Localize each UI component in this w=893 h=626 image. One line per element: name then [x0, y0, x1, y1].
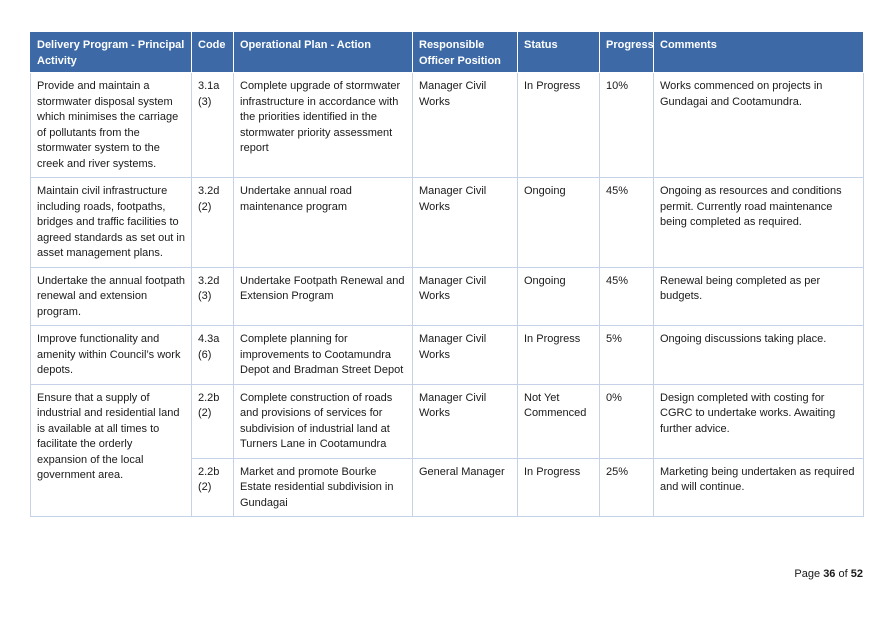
page-of-label: of [838, 568, 848, 580]
cell-action: Complete construction of roads and provisions of services for subdivision of industrial land at Turners Lane in Cootamundra [234, 384, 413, 458]
table-row [31, 178, 864, 268]
page-number: 36 [823, 568, 836, 580]
page-label: Page [794, 568, 821, 580]
operational-plan-table [30, 31, 864, 517]
cell-activity: Provide and maintain a stormwater disposal system which minimises the carriage of pollutants from the stormwater system to the creek and river systems. [31, 73, 192, 178]
cell-action: Complete planning for improvements to Cootamundra Depot and Bradman Street Depot [234, 326, 413, 385]
header-code: Code [192, 32, 234, 73]
cell-comments: Works commenced on projects in Gundagai and Cootamundra. [654, 73, 864, 178]
page-total: 52 [850, 568, 863, 580]
cell-status: In Progress [518, 73, 600, 178]
cell-comments: Marketing being undertaken as required and will continue. [654, 458, 864, 517]
table-header-row [31, 32, 864, 73]
cell-status: In Progress [518, 326, 600, 385]
header-activity: Delivery Program - Principal Activity [31, 32, 192, 73]
cell-comments: Ongoing discussions taking place. [654, 326, 864, 385]
table-row [31, 326, 864, 385]
table-row [31, 267, 864, 326]
cell-action: Undertake Footpath Renewal and Extension Program [234, 267, 413, 326]
header-status: Status [518, 32, 600, 73]
cell-status: Ongoing [518, 267, 600, 326]
cell-officer: Manager Civil Works [413, 326, 518, 385]
cell-action: Market and promote Bourke Estate residential subdivision in Gundagai [234, 458, 413, 517]
header-action: Operational Plan - Action [234, 32, 413, 73]
cell-code: 3.1a (3) [192, 73, 234, 178]
cell-officer: Manager Civil Works [413, 73, 518, 178]
page-footer [794, 568, 863, 580]
header-comments: Comments [654, 32, 864, 73]
cell-code: 2.2b (2) [192, 458, 234, 517]
cell-code: 3.2d (3) [192, 267, 234, 326]
cell-progress: 5% [600, 326, 654, 385]
cell-status: In Progress [518, 458, 600, 517]
cell-action: Complete upgrade of stormwater infrastructure in accordance with the priorities identified in the stormwater priority assessment report [234, 73, 413, 178]
cell-action: Undertake annual road maintenance program [234, 178, 413, 268]
cell-officer: General Manager [413, 458, 518, 517]
table-row [31, 384, 864, 458]
cell-progress: 45% [600, 267, 654, 326]
cell-activity: Ensure that a supply of industrial and residential land is available at all times to facilitate the orderly expansion of the local government area. [31, 384, 192, 517]
cell-status: Not Yet Commenced [518, 384, 600, 458]
cell-activity: Undertake the annual footpath renewal and extension program. [31, 267, 192, 326]
cell-status: Ongoing [518, 178, 600, 268]
cell-officer: Manager Civil Works [413, 267, 518, 326]
header-progress: Progress [600, 32, 654, 73]
cell-comments: Ongoing as resources and conditions permit. Currently road maintenance being completed as required. [654, 178, 864, 268]
cell-progress: 10% [600, 73, 654, 178]
table-row [31, 73, 864, 178]
cell-progress: 45% [600, 178, 654, 268]
cell-comments: Design completed with costing for CGRC to undertake works. Awaiting further advice. [654, 384, 864, 458]
cell-activity: Improve functionality and amenity within Council’s work depots. [31, 326, 192, 385]
cell-activity: Maintain civil infrastructure including roads, footpaths, bridges and traffic facilities to agreed standards as set out in asset management plans. [31, 178, 192, 268]
header-officer: Responsible Officer Position [413, 32, 518, 73]
cell-progress: 25% [600, 458, 654, 517]
cell-code: 2.2b (2) [192, 384, 234, 458]
cell-comments: Renewal being completed as per budgets. [654, 267, 864, 326]
cell-code: 3.2d (2) [192, 178, 234, 268]
cell-code: 4.3a (6) [192, 326, 234, 385]
cell-officer: Manager Civil Works [413, 178, 518, 268]
cell-progress: 0% [600, 384, 654, 458]
cell-officer: Manager Civil Works [413, 384, 518, 458]
